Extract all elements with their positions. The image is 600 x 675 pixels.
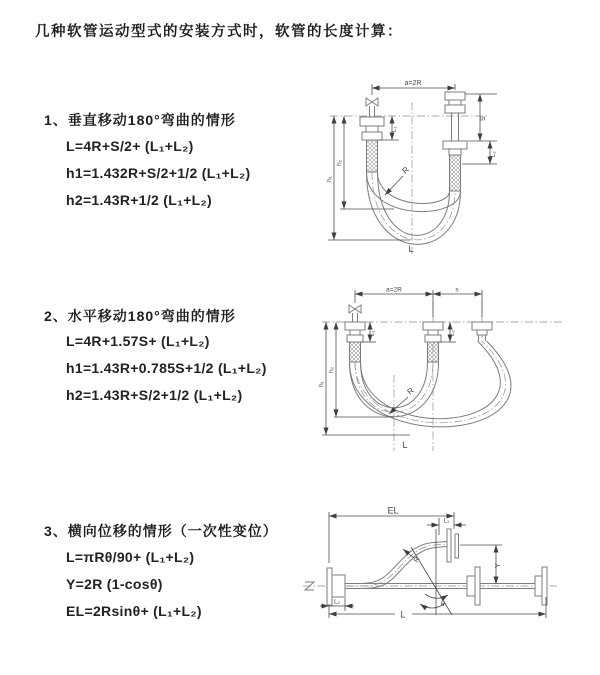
radius-label: R	[405, 385, 416, 397]
braid-section	[450, 155, 461, 191]
dim-label-h2: h₂	[328, 366, 335, 373]
page-title: 几种软管运动型式的安装方式时，软管的长度计算：	[35, 24, 403, 40]
section2-heading: 2、水平移动180°弯曲的情形	[44, 308, 236, 324]
centerlines	[330, 102, 487, 254]
dim-label-l2: L₂	[334, 599, 340, 606]
mid-flange-joint	[467, 567, 480, 605]
right-pipe-fitting	[443, 92, 467, 191]
dim-label-a2r: a=2R	[386, 286, 402, 294]
section1-formula-l: L=4R+S/2+ (L₁+L₂)	[66, 138, 194, 154]
angle-label: θ	[441, 601, 445, 608]
valve-icon	[366, 98, 378, 106]
right-pipe-fitting	[472, 322, 492, 341]
diagram-horizontal-180-bend	[310, 283, 595, 455]
radius-label: R	[412, 555, 422, 565]
length-label: L	[408, 244, 414, 254]
section3-formula-l: L=πRθ/90+ (L₁+L₂)	[66, 549, 195, 565]
section3-formula-y: Y=2R (1-cosθ)	[66, 576, 163, 592]
braid-section	[428, 342, 439, 362]
section1-formula-h2: h2=1.43R+1/2 (L₁+L₂)	[66, 192, 213, 208]
dim-label-s: S	[480, 116, 487, 121]
radius-label: R	[400, 164, 411, 176]
dim-label-l1: L₁	[370, 330, 376, 336]
braid-section	[350, 342, 361, 362]
dim-label-h1: h₁	[318, 381, 325, 387]
dim-label-l1: L₁	[443, 518, 450, 525]
valve-icon	[349, 305, 361, 313]
length-label: L	[402, 440, 408, 450]
top-right-flange	[447, 529, 459, 562]
section1-heading: 1、垂直移动180°弯曲的情形	[44, 112, 236, 128]
dim-label-el: EL	[387, 505, 399, 516]
dim-label-h2: h₂	[336, 159, 343, 166]
dim-label-a2r: a=2R	[404, 80, 422, 87]
hose-bends	[367, 172, 461, 244]
diagram-vertical-180-bend	[312, 74, 595, 258]
left-pipe-fitting	[345, 305, 365, 362]
section2-formula-h2: h2=1.43R+S/2+1/2 (L₁+L₂)	[66, 387, 243, 403]
dim-label-l2: L₂	[491, 151, 497, 157]
dim-label-s: s	[455, 286, 459, 294]
section3-heading: 3、横向位移的情形（一次性变位）	[44, 523, 278, 539]
dimensions	[320, 506, 546, 620]
dimensions	[326, 80, 497, 254]
dim-label-l2: L₂	[450, 330, 456, 336]
right-flange	[535, 567, 547, 605]
section2-formula-h1: h1=1.43R+0.785S+1/2 (L₁+L₂)	[66, 360, 267, 376]
braid-section	[367, 140, 378, 172]
section2-formula-l: L=4R+1.57S+ (L₁+L₂)	[66, 333, 210, 349]
section1-formula-h1: h1=1.432R+S/2+1/2 (L₁+L₂)	[66, 165, 251, 181]
dim-label-l1: L₁	[392, 126, 398, 132]
dim-label-h1: h₁	[326, 176, 333, 182]
section3-formula-el: EL=2Rsinθ+ (L₁+L₂)	[66, 603, 202, 619]
diagram-lateral-displacement	[299, 505, 597, 647]
length-label: L	[400, 609, 406, 620]
dim-label-y: Y	[495, 563, 502, 568]
left-pipe-fitting	[360, 98, 384, 172]
